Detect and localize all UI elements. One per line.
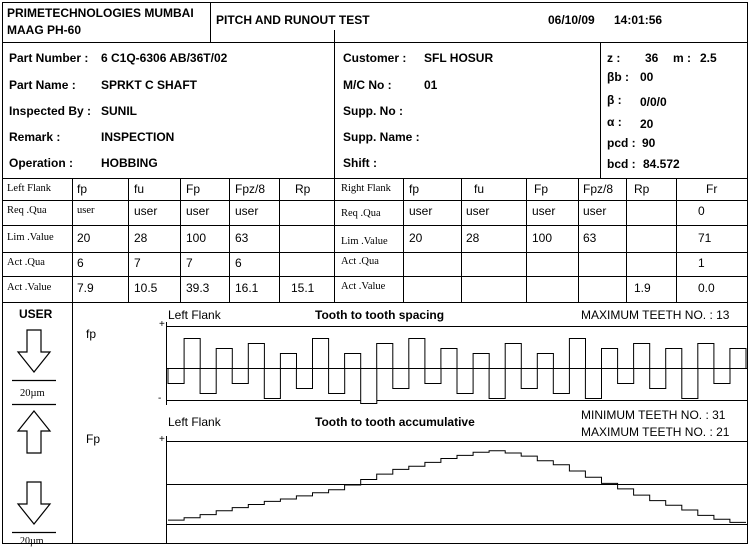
m-value: 2.5 (700, 51, 717, 65)
spacing-bar-5 (232, 369, 248, 384)
left-act-value-fpz8: 16.1 (235, 281, 259, 295)
tooth-accumulative-chart (168, 451, 746, 523)
part-name-value: SPRKT C SHAFT (101, 78, 197, 92)
spacing-bar-23 (521, 369, 537, 389)
tooth-spacing-chart (168, 339, 746, 404)
left-act-qua-fp: 6 (77, 256, 84, 270)
machine-name: MAAG PH-60 (7, 23, 82, 37)
beta-label: β : (607, 93, 622, 107)
chart1-minus: - (158, 393, 162, 404)
spacing-bar-15 (393, 369, 409, 389)
spacing-bar-33 (682, 369, 698, 399)
pcd-label: pcd : (607, 136, 636, 150)
chart2-ylabel: Fp (86, 432, 101, 446)
spacing-bar-8 (280, 354, 296, 369)
spacing-bar-1 (168, 369, 184, 384)
beta-b-label: βb : (607, 70, 629, 84)
arrow-up-icon (18, 411, 50, 453)
chart1-ylabel: fp (86, 327, 97, 341)
beta-b-value: 00 (640, 70, 654, 84)
right-row-lim-value-label: Lim .Value (341, 236, 388, 247)
inspected-by-value: SUNIL (101, 104, 137, 118)
left-act-qua-fu: 7 (134, 256, 141, 270)
part-number-label: Part Number : (9, 51, 89, 65)
spacing-bar-32 (666, 349, 682, 369)
right-table-header-Fp: Fp (534, 182, 549, 196)
right-lim-Fp: 100 (532, 231, 553, 245)
left-req-qua-fpz8: user (235, 204, 259, 218)
chart1-title: Tooth to tooth spacing (315, 308, 445, 322)
spacing-bar-4 (216, 349, 232, 369)
right-act-value-fr: 0.0 (698, 281, 715, 295)
operation-label: Operation : (9, 156, 74, 170)
right-table-header-fp: fp (409, 182, 420, 196)
right-req-qua-fpz8: user (583, 204, 607, 218)
chart2-title: Tooth to tooth accumulative (315, 415, 475, 429)
supp-no-label: Supp. No : (343, 104, 403, 118)
chart2-plus: + (159, 434, 165, 445)
left-table-header-rp: Rp (295, 182, 311, 196)
left-act-qua-fpz8: 6 (235, 256, 242, 270)
left-act-qua-Fp: 7 (186, 256, 193, 270)
spacing-bar-17 (425, 369, 441, 384)
remark-label: Remark : (9, 130, 61, 144)
accumulative-line (168, 451, 746, 523)
spacing-bar-6 (248, 344, 264, 369)
beta-value: 0/0/0 (640, 95, 667, 109)
report-time: 14:01:56 (614, 13, 663, 27)
left-lim-fu: 28 (134, 231, 148, 245)
left-act-value-Fp: 39.3 (186, 281, 210, 295)
remark-value: INSPECTION (101, 130, 175, 144)
left-lim-fpz8: 63 (235, 231, 249, 245)
left-lim-Fp: 100 (186, 231, 207, 245)
mc-no-label: M/C No : (343, 78, 392, 92)
spacing-bar-10 (313, 339, 329, 369)
supp-name-label: Supp. Name : (343, 130, 420, 144)
z-value: 36 (645, 51, 659, 65)
operation-value: HOBBING (101, 156, 158, 170)
left-row-act-qua-label: Act .Qua (7, 257, 45, 268)
chart1-plus: + (159, 319, 165, 330)
spacing-bar-34 (698, 344, 714, 369)
left-row-act-value-label: Act .Value (7, 282, 52, 293)
left-table-header-fp: fp (77, 182, 88, 196)
report-date: 06/10/09 (548, 13, 595, 27)
shift-label: Shift : (343, 156, 377, 170)
spacing-bar-26 (569, 339, 585, 369)
left-req-qua-fu: user (134, 204, 158, 218)
spacing-bar-31 (650, 369, 666, 389)
right-table-header-fu: fu (474, 182, 485, 196)
left-req-qua-Fp: user (186, 204, 210, 218)
right-table-header-rp: Rp (634, 182, 650, 196)
spacing-bar-27 (585, 369, 601, 399)
right-act-value-rp: 1.9 (634, 281, 651, 295)
company-name: PRIMETECHNOLOGIES MUMBAI (7, 6, 194, 20)
spacing-bar-14 (377, 344, 393, 369)
spacing-bar-30 (634, 344, 650, 369)
part-name-label: Part Name : (9, 78, 76, 92)
mc-no-value: 01 (424, 78, 438, 92)
left-table-header-fu: fu (134, 182, 145, 196)
bcd-label: bcd : (607, 157, 636, 171)
spacing-bar-21 (489, 369, 505, 399)
spacing-bar-22 (505, 344, 521, 369)
inspected-by-label: Inspected By : (9, 104, 92, 118)
spacing-bar-25 (553, 369, 569, 394)
customer-value: SFL HOSUR (424, 51, 494, 65)
bcd-value: 84.572 (643, 157, 680, 171)
right-lim-fr: 71 (698, 231, 712, 245)
user-label: USER (19, 307, 53, 321)
chart1-note: MAXIMUM TEETH NO. : 13 (581, 308, 730, 322)
spacing-bar-11 (329, 369, 345, 394)
arrow-down-icon (18, 330, 50, 372)
chart2-note-max: MAXIMUM TEETH NO. : 21 (581, 425, 730, 439)
spacing-bar-3 (200, 369, 216, 394)
right-req-qua-fu: user (466, 204, 490, 218)
left-table-header-Fp: Fp (186, 182, 201, 196)
right-req-qua-Fp: user (532, 204, 556, 218)
left-req-qua-fp: user (77, 205, 95, 216)
right-lim-fu: 28 (466, 231, 480, 245)
left-act-value-rp: 15.1 (291, 281, 315, 295)
left-act-value-fp: 7.9 (77, 281, 94, 295)
spacing-bar-29 (618, 369, 634, 384)
right-table-header-flank: Right Flank (341, 183, 391, 194)
customer-label: Customer : (343, 51, 407, 65)
right-act-qua-fr: 1 (698, 256, 705, 270)
report-title: PITCH AND RUNOUT TEST (216, 13, 370, 27)
spacing-bar-2 (184, 339, 200, 369)
spacing-bar-20 (473, 354, 489, 369)
z-label: z : (607, 51, 621, 65)
pcd-value: 90 (642, 136, 656, 150)
right-lim-fp: 20 (409, 231, 423, 245)
right-table-header-fpz8: Fpz/8 (583, 182, 614, 196)
spacing-bar-9 (296, 369, 312, 389)
right-row-act-qua-label: Act .Qua (341, 256, 379, 267)
right-row-req-qua-label: Req .Qua (341, 208, 381, 219)
chart2-note-min: MINIMUM TEETH NO. : 31 (581, 408, 726, 422)
left-lim-fp: 20 (77, 231, 91, 245)
spacing-bar-12 (345, 354, 361, 369)
chart1-flank: Left Flank (168, 308, 221, 322)
spacing-bar-24 (537, 354, 553, 369)
alpha-label: α : (607, 115, 622, 129)
left-act-value-fu: 10.5 (134, 281, 158, 295)
scale-top-label: 20µm (20, 388, 45, 399)
spacing-bar-13 (361, 369, 377, 404)
left-table-header-fpz8: Fpz/8 (235, 182, 266, 196)
right-lim-fpz8: 63 (583, 231, 597, 245)
spacing-bar-18 (441, 349, 457, 369)
right-req-qua-fr: 0 (698, 204, 705, 218)
arrow-down-icon-2 (18, 482, 50, 524)
spacing-bar-35 (714, 369, 730, 384)
right-row-act-value-label: Act .Value (341, 281, 386, 292)
spacing-bar-7 (264, 369, 280, 399)
alpha-value: 20 (640, 117, 654, 131)
left-row-lim-value-label: Lim .Value (7, 232, 54, 243)
right-req-qua-fp: user (409, 204, 433, 218)
scale-bottom-label: 20µm (20, 536, 44, 547)
chart2-flank: Left Flank (168, 415, 221, 429)
part-number-value: 6 C1Q-6306 AB/36T/02 (101, 51, 228, 65)
left-table-header-flank: Left Flank (7, 183, 52, 194)
m-label: m : (673, 51, 691, 65)
left-row-req-qua-label: Req .Qua (7, 205, 47, 216)
spacing-bar-19 (457, 369, 473, 394)
spacing-bar-28 (602, 349, 618, 369)
right-table-header-fr: Fr (706, 182, 718, 196)
spacing-bar-36 (730, 349, 746, 369)
spacing-bar-16 (409, 339, 425, 369)
